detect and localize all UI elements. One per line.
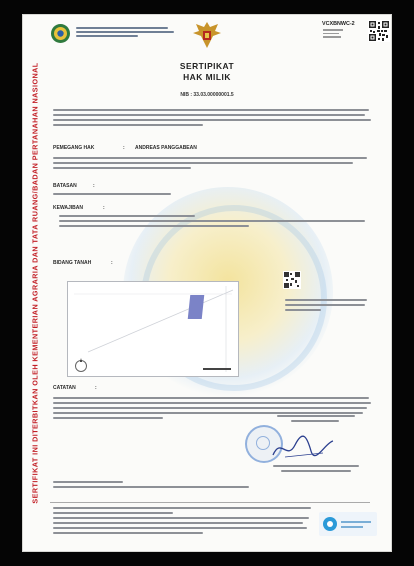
land-parcel [188,295,205,319]
parcel-boundary-lines [68,282,238,376]
footer-agency-logo [319,512,377,536]
certificate-subtitle: HAK MILIK [183,72,231,82]
document-code-subtext [323,29,347,40]
footer-notes [53,507,315,537]
signing-office-text [267,415,367,425]
intro-paragraph [53,109,371,129]
land-parcel-map [67,281,239,377]
garuda-emblem-icon [191,19,223,51]
footer-logo-mark-icon [323,517,337,531]
qr-code-icon [368,20,390,42]
footer-divider [50,502,370,503]
basis-paragraph [53,157,371,172]
owner-name: ANDREAS PANGGABEAN [135,145,197,151]
kewajiban-list [59,215,369,230]
document-code: VCXBNWC-2 [322,21,355,27]
bidang-tanah-colon: : [111,260,113,266]
issuer-note [53,481,273,491]
institution-name-block [76,27,176,39]
bidang-tanah-label: BIDANG TANAH [53,260,92,266]
footer-logo-wordmark [341,521,371,523]
batasan-label: BATASAN [53,183,77,189]
footer-logo-tagline [341,526,363,528]
batasan-colon: : [93,183,95,189]
document-number: NIB : 33.03.00000001.5 [180,92,234,98]
owner-colon: : [123,145,125,151]
catatan-colon: : [95,385,97,391]
catatan-label: CATATAN [53,385,76,391]
owner-label: PEMEGANG HAK [53,145,95,151]
map-note-text [285,299,369,314]
signatory-block [267,465,367,475]
agency-logo-icon [50,23,71,44]
side-strip-text: SERTIFIKAT INI DITERBITKAN OLEH KEMENTERIAN AGRARIA DAN TATA RUANG/BADAN PERTANAHAN NASIONAL [30,62,39,504]
side-strip [28,27,41,539]
north-arrow-icon [75,360,87,372]
certificate-title: SERTIPIKAT [179,61,235,71]
batasan-text [53,193,253,198]
map-scale-bar [203,368,231,370]
kewajiban-label: KEWAJIBAN [53,205,84,211]
kewajiban-colon: : [103,205,105,211]
map-qr-code-icon [283,271,301,289]
signature-mark [267,433,337,463]
certificate-sheet [22,14,392,552]
